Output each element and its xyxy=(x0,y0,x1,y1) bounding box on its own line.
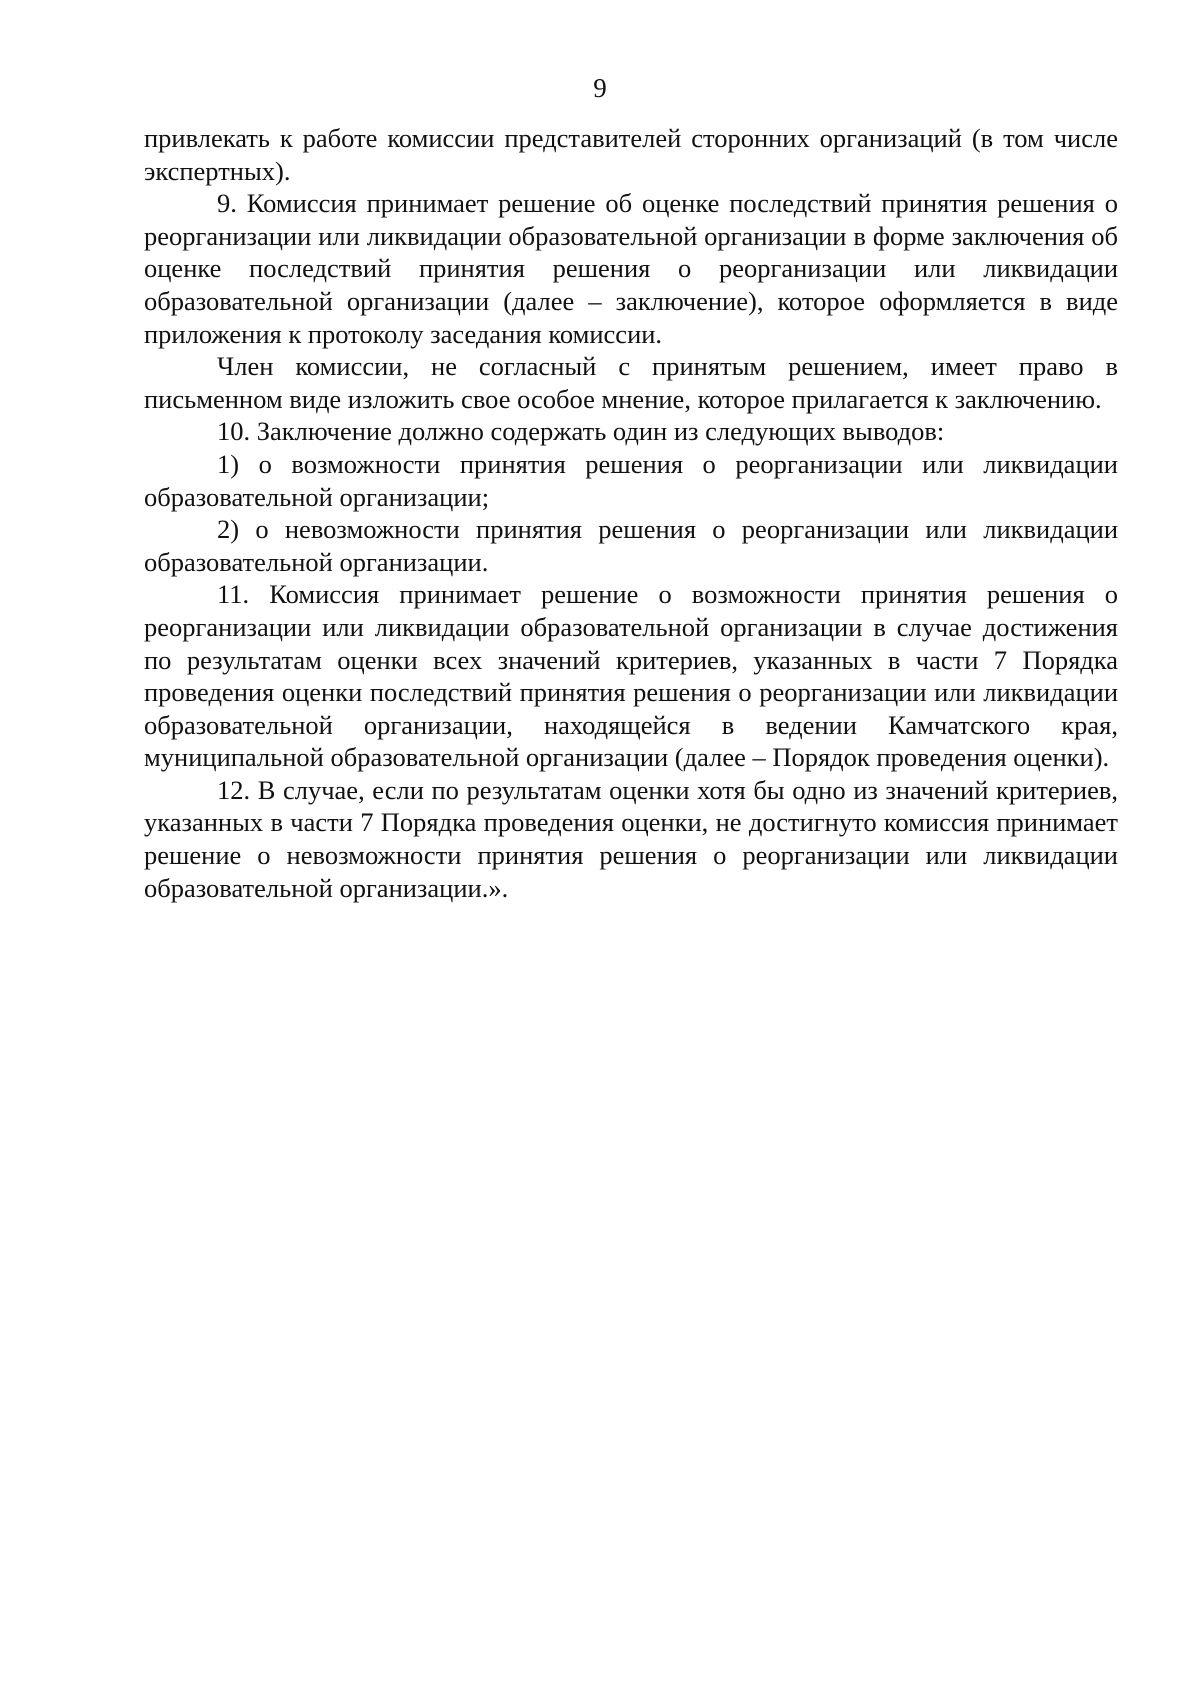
paragraph-item-10-1: 1) о возможности принятия решения о реорганизации или ликвидации образовательной организации; xyxy=(144,448,1118,512)
paragraph-item-10-2: 2) о невозможности принятия решения о реорганизации или ликвидации образовательной организации. xyxy=(144,514,1118,577)
paragraph-item-11: 11. Комиссия принимает решение о возможности принятия решения о реорганизации или ликвидации образовательной организации в случае достижения по результатам оценки всех значений критериев, указанных в части 7 Порядка проведения оценки последствий принятия решения о реорганизации или ликвидации образовательной организации, находящейся в ведении Камчатского края, муниципальной образовательной организации (далее – Порядок проведения оценки). xyxy=(144,579,1118,773)
paragraph-dissent: Член комиссии, не согласный с принятым решением, имеет право в письменном виде изложить свое особое мнение, которое прилагается к заключению. xyxy=(144,351,1118,414)
paragraph-item-12: 12. В случае, если по результатам оценки хотя бы одно из значений критериев, указанных в части 7 Порядка проведения оценки, не достигнуто комиссия принимает решение о невозможности принятия решения о реорганизации или ликвидации образовательной организации.». xyxy=(144,774,1118,903)
document-body xyxy=(144,122,1118,904)
page-number: 9 xyxy=(593,73,607,103)
paragraph-item-10: 10. Заключение должно содержать один из следующих выводов: xyxy=(217,416,945,447)
paragraph-item-9: 9. Комиссия принимает решение об оценке последствий принятия решения о реорганизации или ликвидации образовательной организации в форме заключения об оценке последствий принятия решения о реорганизации или ликвидации образовательной организации (далее – заключение), которое оформляется в виде приложения к протоколу заседания комиссии. xyxy=(144,188,1118,349)
paragraph-continuation: привлекать к работе комиссии представителей сторонних организаций (в том числе экспертных). xyxy=(144,123,1118,186)
